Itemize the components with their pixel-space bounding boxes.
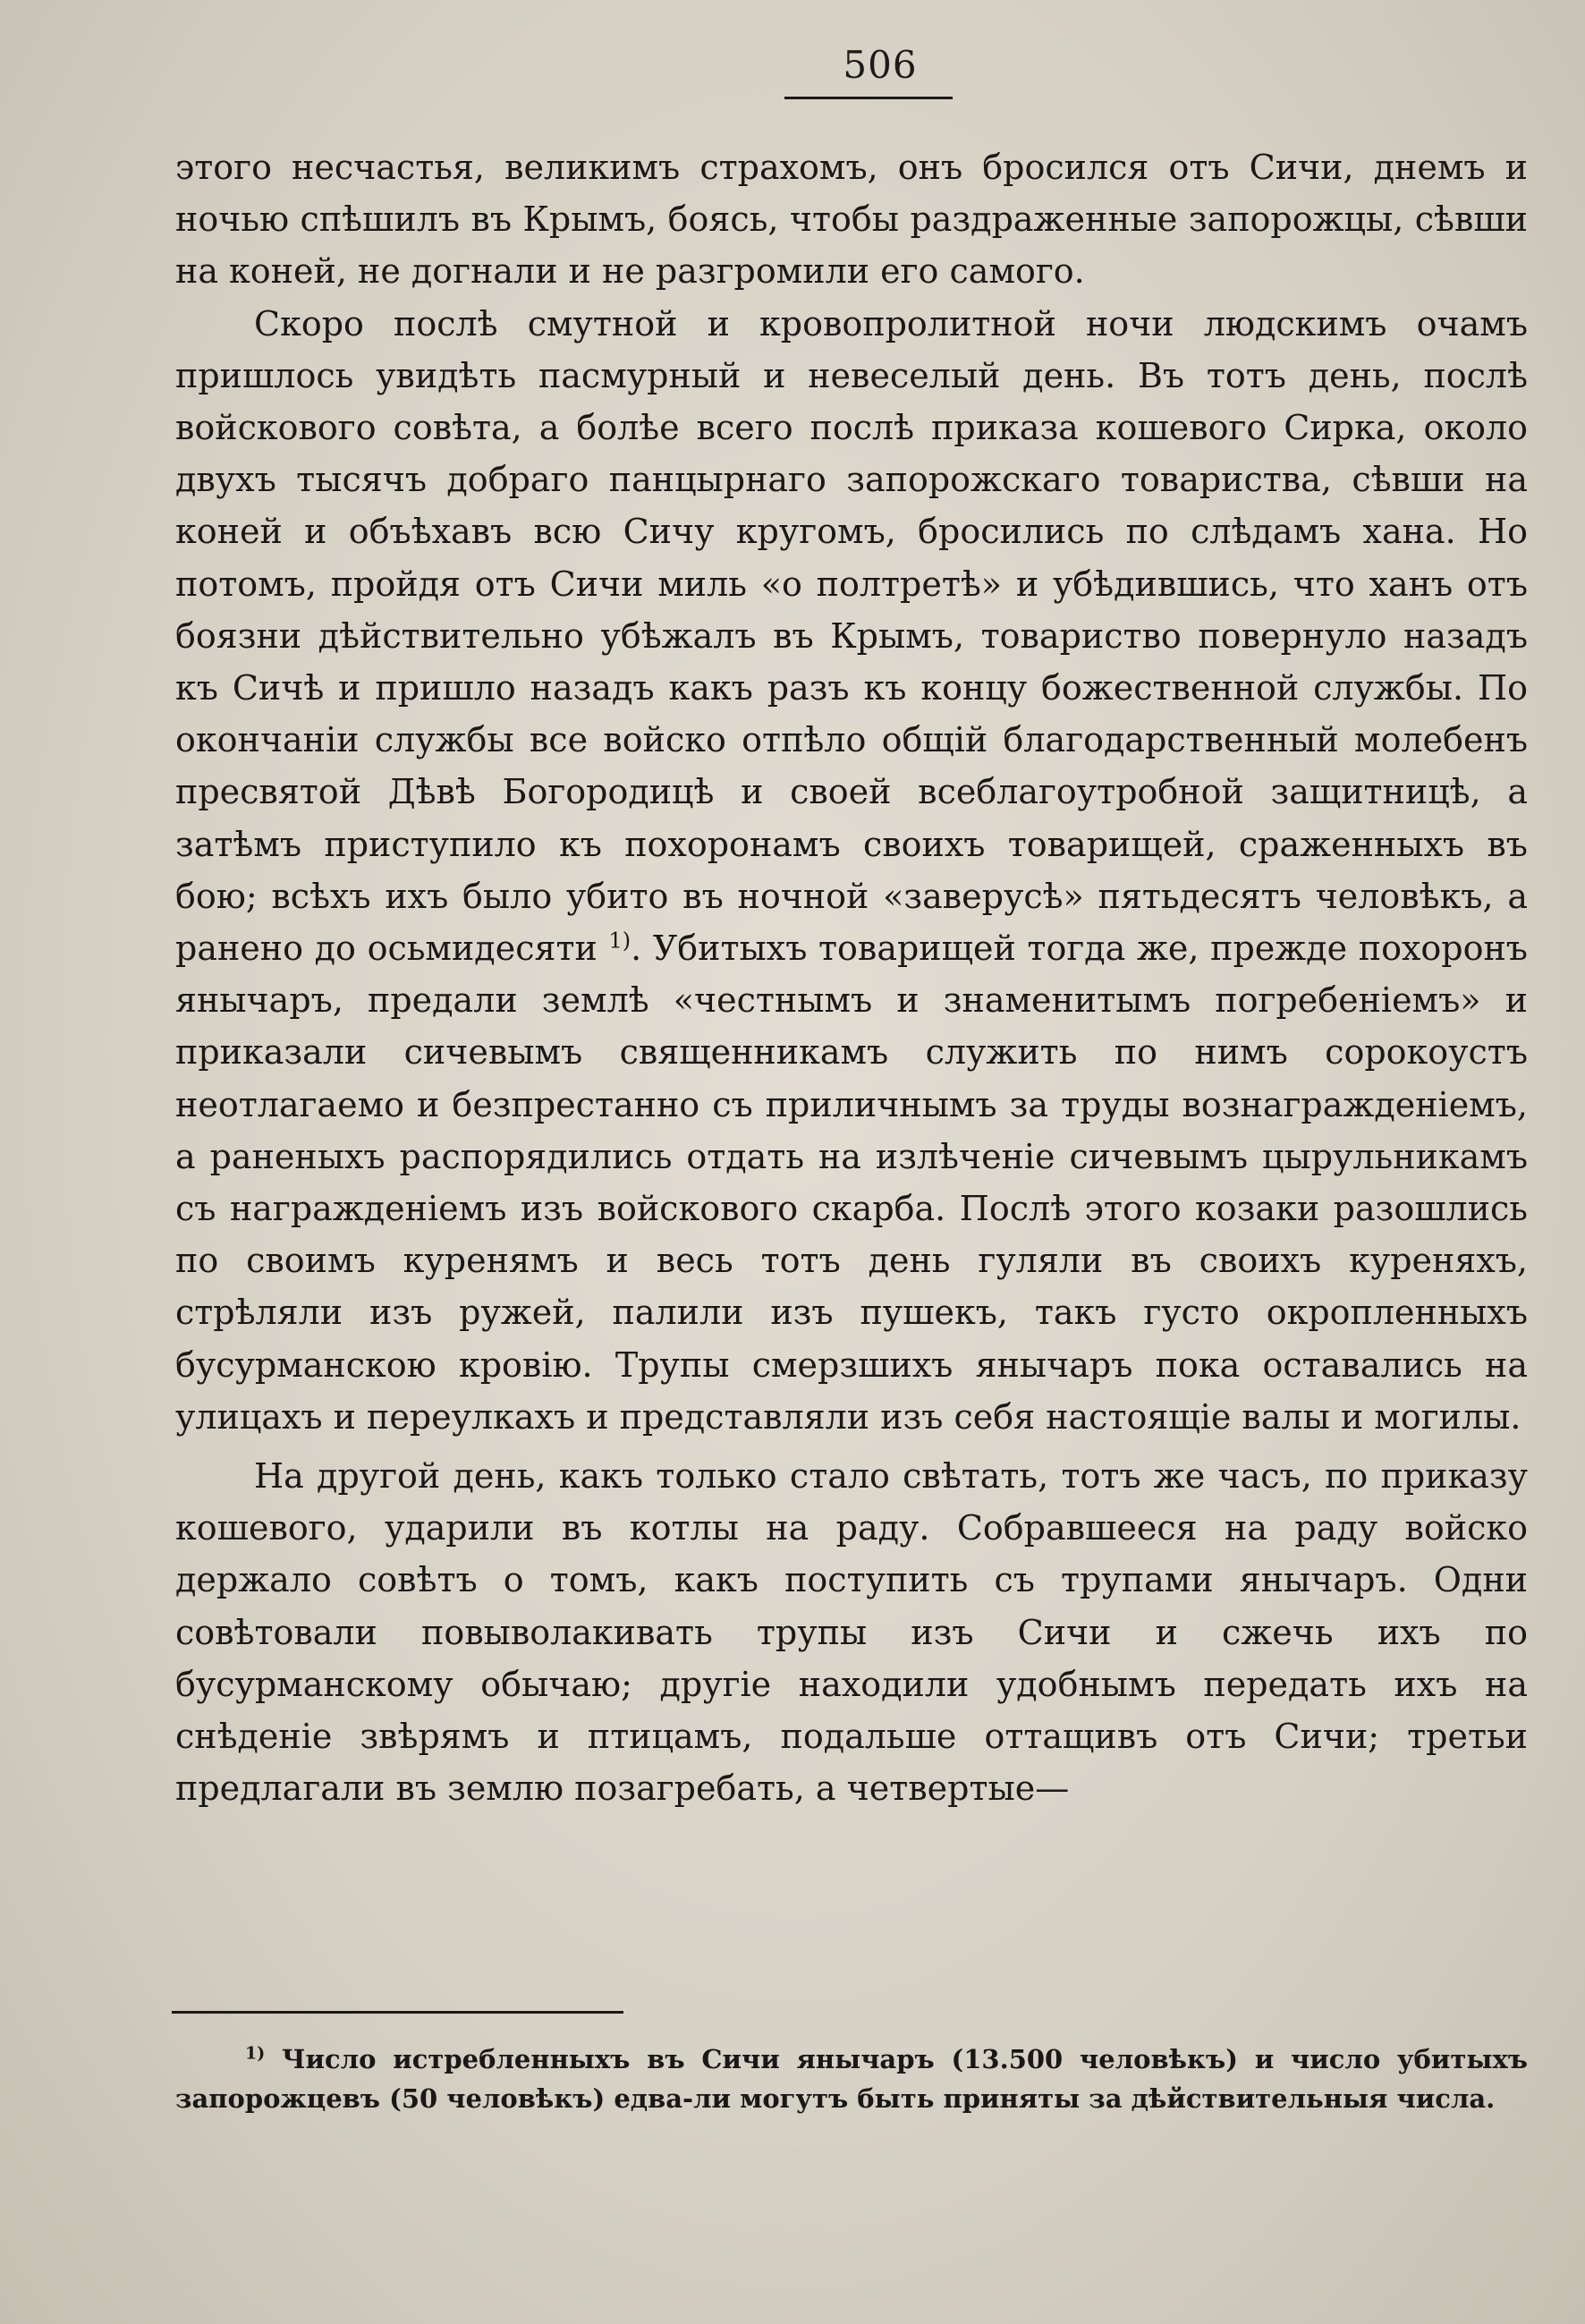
footnote-reference: 1) bbox=[608, 928, 631, 954]
footnote-rule bbox=[172, 2011, 623, 2014]
page-number: 506 bbox=[843, 43, 918, 87]
body-text bbox=[175, 141, 1528, 1815]
paragraph-3: На другой день, какъ только стало свѣтать, тотъ же часъ, по приказу кошевого, ударили въ котлы на раду. Собравшееся на раду войско держало совѣтъ о томъ, какъ поступить съ трупами янычаръ. Одни совѣтовали повыволакивать трупы изъ Сичи и сжечь ихъ по бусурманскому обычаю; другіе находили удобнымъ передать ихъ на снѣденіе звѣрямъ и птицамъ, подальше оттащивъ отъ Сичи; третьи предлагали въ землю позагребать, а четвертые— bbox=[175, 1456, 1528, 1809]
footnote-marker: 1) bbox=[245, 2043, 266, 2064]
paragraph-2: Скоро послѣ смутной и кровопролитной ночи людскимъ очамъ пришлось увидѣть пасмурный и невеселый день. Въ тотъ день, послѣ войскового совѣта, а болѣе всего послѣ приказа кошевого Сирка, около двухъ тысячъ добраго панцырнаго запорожскаго товариства, сѣвши на коней и объѣхавъ всю Сичу кругомъ, бросились по слѣдамъ хана. Но потомъ, пройдя отъ Сичи миль «о полтретѣ» и убѣдившись, что ханъ отъ боязни дѣйствительно убѣжалъ въ Крымъ, товариство повернуло назадъ къ Сичѣ и пришло назадъ какъ разъ къ концу божественной службы. По окончаніи службы все войско отпѣло общій благодарственный молебенъ пресвятой Дѣвѣ Богородицѣ и своей всеблагоутробной защитницѣ, а затѣмъ приступило къ похоронамъ своихъ товарищей, сраженныхъ въ бою; всѣхъ ихъ было убито въ ночной «заверусѣ» пятьдесятъ человѣкъ, а ранено до осьмидесяти $^{1)}$. Убитыхъ товарищей тогда же, прежде похоронъ янычаръ, предали землѣ «честнымъ и знаменитымъ погребеніемъ» и приказали сичевымъ священникамъ служить по нимъ сорокоустъ неотлагаемо и безпрестанно съ приличнымъ за труды вознагражденіемъ, а раненыхъ распорядились отдать на излѣченіе сичевымъ цырульникамъ съ награжденіемъ изъ войскового скарба. Послѣ этого козаки разошлись по своимъ куренямъ и весь тотъ день гуляли въ своихъ куреняхъ, стрѣляли изъ ружей, палили изъ пушекъ, такъ густо окропленныхъ бусурманскою кровію. Трупы смерзшихъ янычаръ пока оставались на улицахъ и переулкахъ и представляли изъ себя настоящіе валы и могилы. bbox=[175, 303, 1528, 1437]
page-number-rule bbox=[784, 97, 953, 99]
paragraph-1: этого несчастья, великимъ страхомъ, онъ бросился отъ Сичи, днемъ и ночью спѣшилъ въ Крымъ, боясь, чтобы раздраженные запорожцы, сѣвши на коней, не догнали и не разгромили его самого. bbox=[175, 148, 1528, 292]
paragraph-2-continuation: Убитыхъ товарищей тогда же, прежде похоронъ янычаръ, предали землѣ «честнымъ и знаменитымъ погребеніемъ» и приказали сичевымъ священникамъ служить по нимъ сорокоустъ неотлагаемо и безпрестанно съ приличнымъ за труды вознагражденіемъ, а раненыхъ распорядились отдать на излѣченіе сичевымъ цырульникамъ съ награжденіемъ изъ войскового скарба. Послѣ этого козаки разошлись по своимъ куренямъ и весь тотъ день гуляли въ своихъ куреняхъ, стрѣляли изъ ружей, палили изъ пушекъ, такъ густо окропленныхъ бусурманскою кровію. Трупы смерзшихъ янычаръ пока оставались на улицахъ и переулкахъ и представляли изъ себя настоящіе валы и могилы. bbox=[175, 929, 1528, 1437]
footnote bbox=[175, 2040, 1528, 2118]
footnote-text: Число истребленныхъ въ Сичи янычаръ (13.500 человѣкъ) и число убитыхъ запорожцевъ (50 человѣкъ) едва-ли могутъ быть приняты за дѣйствительныя числа. bbox=[175, 2044, 1528, 2114]
paragraph-2-text: Скоро послѣ смутной и кровопролитной ночи людскимъ очамъ пришлось увидѣть пасмурный и невеселый день. Въ тотъ день, послѣ войскового совѣта, а болѣе всего послѣ приказа кошевого Сирка, около двухъ тысячъ добраго панцырнаго запорожскаго товариства, сѣвши на коней и объѣхавъ всю Сичу кругомъ, бросились по слѣдамъ хана. Но потомъ, пройдя отъ Сичи миль «о полтретѣ» и убѣдившись, что ханъ отъ боязни дѣйствительно убѣжалъ въ Крымъ, товариство повернуло назадъ къ Сичѣ и пришло назадъ какъ разъ къ концу божественной службы. По окончаніи службы все войско отпѣло общій благодарственный молебенъ пресвятой Дѣвѣ Богородицѣ и своей всеблагоутробной защитницѣ, а затѣмъ приступило къ похоронамъ своихъ товарищей, сраженныхъ въ бою; всѣхъ ихъ было убито въ ночной «заверусѣ» пятьдесятъ человѣкъ, а ранено до осьмидесяти bbox=[175, 303, 1528, 969]
